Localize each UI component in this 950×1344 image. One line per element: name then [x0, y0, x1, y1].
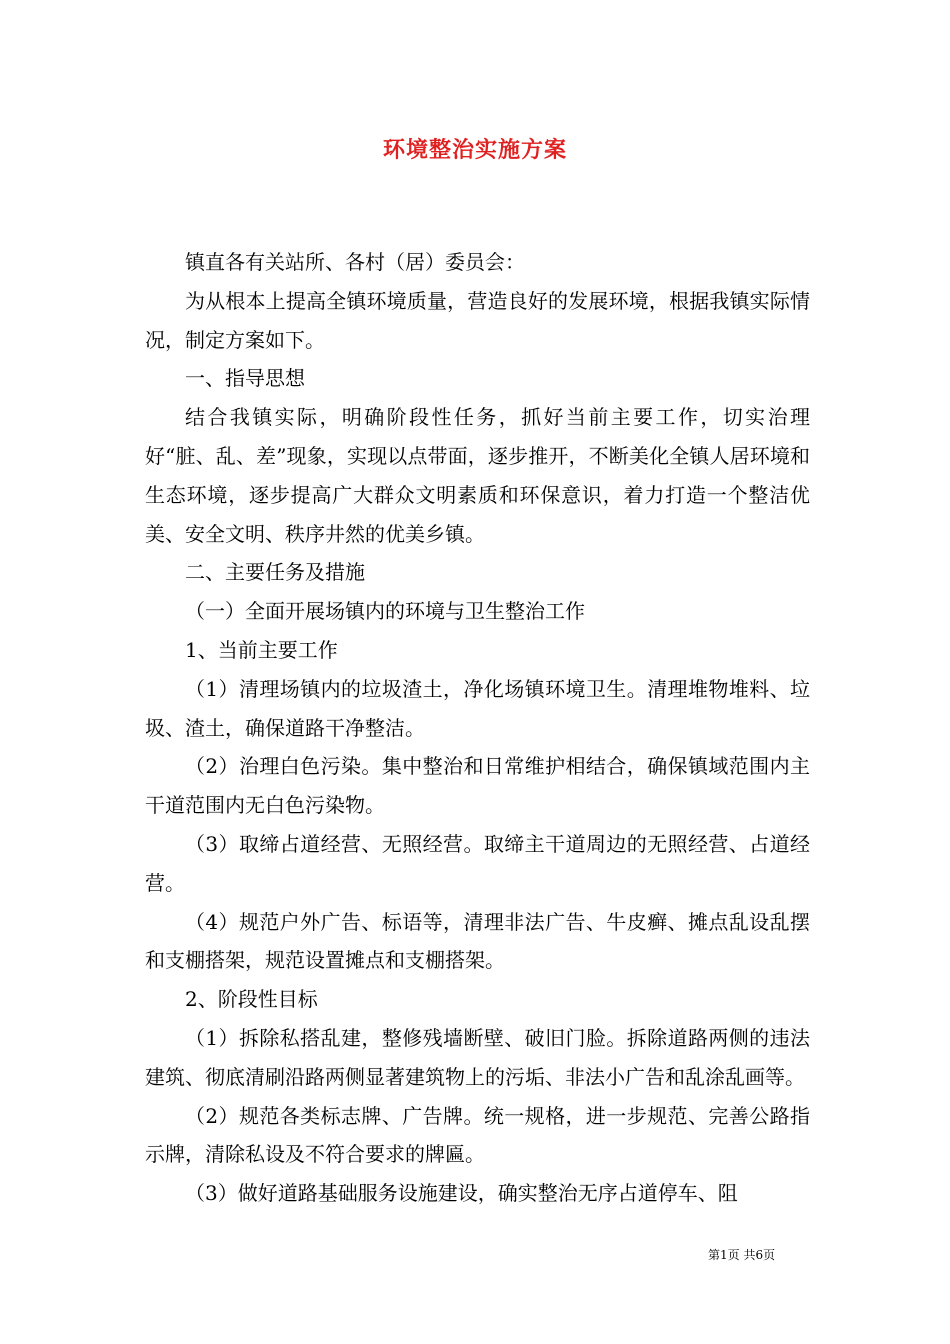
current-page-number: 1	[720, 1248, 728, 1262]
salutation: 镇直各有关站所、各村（居）委员会：	[185, 250, 525, 274]
total-pages-number: 6	[755, 1248, 764, 1262]
body-paragraph: 为从根本上提高全镇环境质量，营造良好的发展环境，根据我镇实际情况，制定方案如下。	[145, 288, 810, 352]
list-item: （3）做好道路基础服务设施建设，确实整治无序占道停车、阻	[185, 1181, 738, 1206]
list-item: （3）取缔占道经营、无照经营。取缔主干道周边的无照经营、占道经营。	[145, 831, 810, 895]
list-item: （1）清理场镇内的垃圾渣土，净化场镇环境卫生。清理堆物堆料、垃圾、渣土，确保道路干净整洁。	[145, 676, 810, 740]
list-item: （4）规范户外广告、标语等，清理非法广告、牛皮癣、摊点乱设乱摆和支棚搭架，规范设置摊点和支棚搭架。	[145, 909, 810, 973]
page-label-prefix: 第	[708, 1248, 721, 1262]
subsection-heading: 2、阶段性目标	[185, 987, 318, 1012]
list-item: （1）拆除私搭乱建，整修残墙断壁、破旧门脸。拆除道路两侧的违法建筑、彻底清刷沿路两侧显著建筑物上的污垢、非法小广告和乱涂乱画等。	[145, 1025, 810, 1089]
document-body	[145, 243, 810, 1213]
page-number-footer	[708, 1246, 818, 1264]
subsection-heading: 1、当前主要工作	[185, 637, 338, 662]
section-heading: 二、主要任务及措施	[185, 560, 365, 585]
document-title: 环境整治实施方案	[382, 137, 567, 163]
subsection-heading: （一）全面开展场镇内的环境与卫生整治工作	[185, 599, 585, 624]
list-item: （2）规范各类标志牌、广告牌。统一规格，进一步规范、完善公路指示牌，清除私设及不符合要求的牌匾。	[145, 1103, 810, 1167]
body-paragraph: 结合我镇实际，明确阶段性任务，抓好当前主要工作，切实治理好“脏、乱、差”现象，实现以点带面，逐步推开，不断美化全镇人居环境和生态环境，逐步提高广大群众文明素质和环保意识，着力打造一个整洁优美、安全文明、秩序井然的优美乡镇。	[145, 405, 810, 546]
list-item: （2）治理白色污染。集中整治和日常维护相结合，确保镇域范围内主干道范围内无白色污染物。	[145, 754, 810, 818]
page-label-suffix: 页	[763, 1248, 776, 1262]
section-heading: 一、指导思想	[185, 366, 305, 391]
page-label-middle: 页 共	[727, 1248, 756, 1262]
